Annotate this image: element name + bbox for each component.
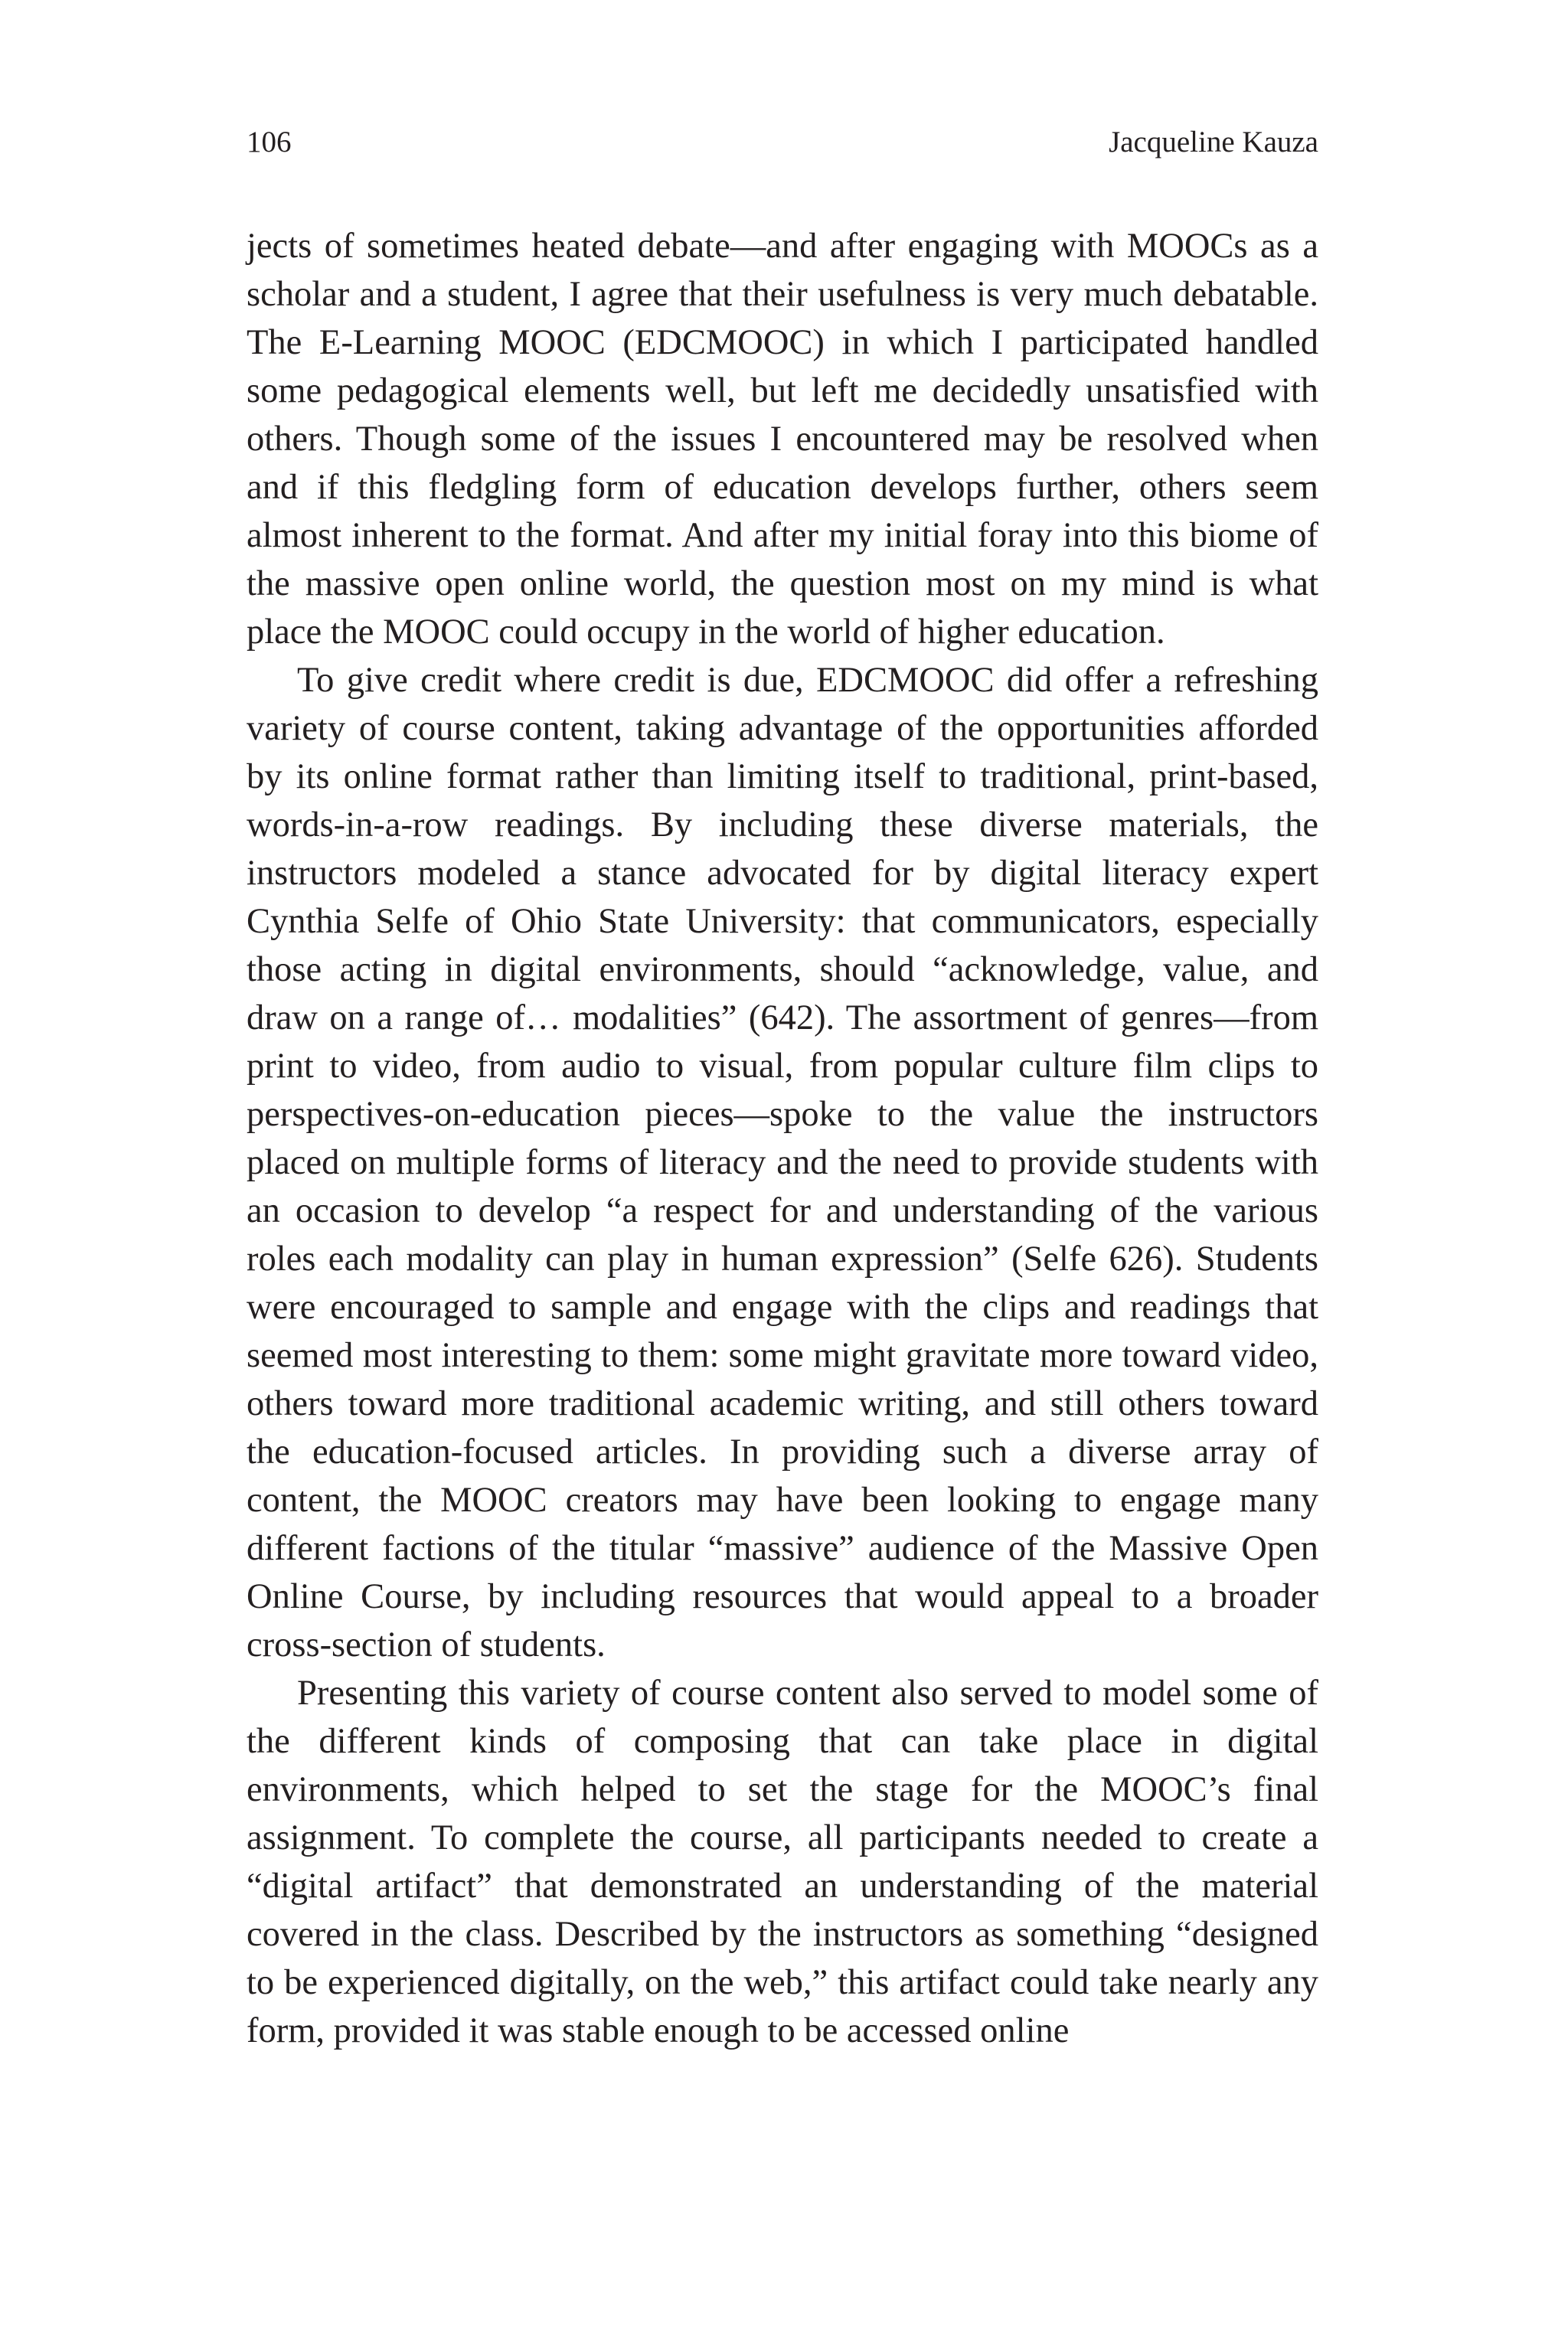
running-head-author: Jacqueline Kauza (1109, 126, 1318, 158)
paragraph: Presenting this variety of course content also served to model some of the different kinds of composing that can take place in digital environments, which helped to set the stage for the MOOC’s final assignment. To complete the course, all participants needed to create a “digital artifact” that demonstrated an understanding of the material covered in the class. Described by the instructors as something “designed to be experienced digitally, on the web,” this artifact could take nearly any form, provided it was stable enough to be accessed online (247, 1674, 1318, 2050)
page-number: 106 (247, 126, 292, 158)
paragraph-continued: jects of sometimes heated debate—and after engaging with MOOCs as a scholar and a student, I agree that their usefulness is very much debatable. The E-Learning MOOC (EDCMOOC) in which I participated handled some pedagogical elements well, but left me decidedly unsatisfied with others. Though some of the issues I encountered may be resolved when and if this fledgling form of education develops further, others seem almost inherent to the format. And after my initial foray into this biome of the massive open online world, the question most on my mind is what place the MOOC could occupy in the world of higher education. (247, 227, 1318, 652)
running-head (247, 122, 1318, 162)
body-text (247, 222, 1318, 2055)
paragraph: To give credit where credit is due, EDCMOOC did offer a refreshing variety of course content, taking advantage of the opportunities afforded by its online format rather than limiting itself to traditional, print-based, words-in-a-row readings. By including these diverse materials, the instructors modeled a stance advocated for by digital literacy expert Cynthia Selfe of Ohio State University: that communicators, especially those acting in digital environments, should “acknowledge, value, and draw on a range of… modalities” (642). The assortment of genres—from print to video, from audio to visual, from popular culture film clips to perspectives-on-education pieces—spoke to the value the instructors placed on multiple forms of literacy and the need to provide students with an occasion to develop “a respect for and understanding of the various roles each modality can play in human expression” (Selfe 626). Students were encouraged to sample and engage with the clips and readings that seemed most interesting to them: some might gravitate more toward video, others toward more traditional academic writing, and still others toward the education-focused articles. In providing such a diverse array of content, the MOOC creators may have been looking to engage many different factions of the titular “massive” audience of the Massive Open Online Course, by including resources that would appeal to a broader cross-section of students. (247, 661, 1318, 1664)
